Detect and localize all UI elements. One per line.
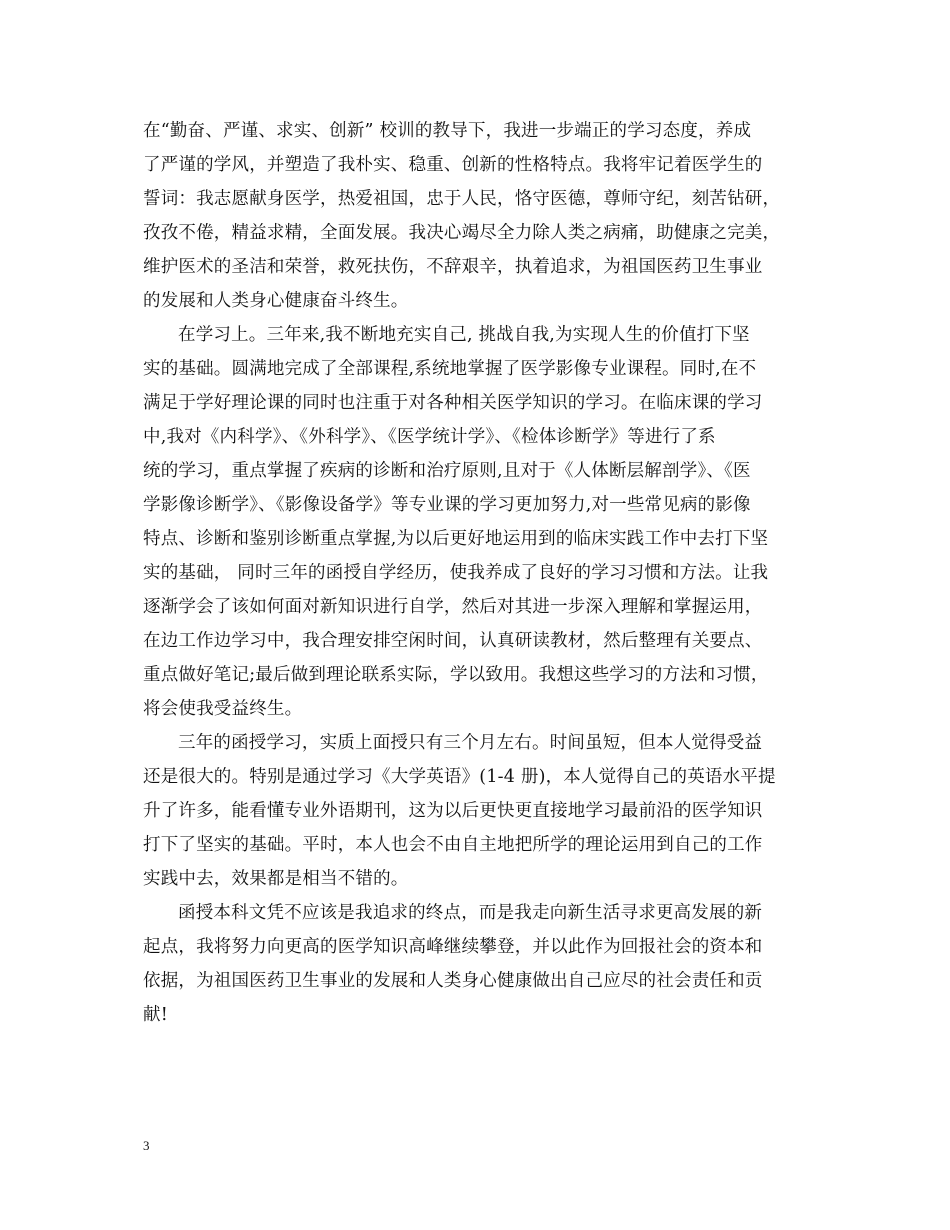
text-line: 实的基础， 同时三年的函授自学经历，使我养成了良好的学习习惯和方法。让我 — [143, 563, 769, 583]
text-line: 统的学习，重点掌握了疾病的诊断和治疗原则,且对于《人体断层解剖学》、《医 — [143, 461, 751, 481]
text-line: 还是很大的。特别是通过学习《大学英语》(1-4 册)，本人觉得自己的英语水平提 — [143, 767, 776, 787]
text-line: 维护医术的圣洁和荣誉，救死扶伤，不辞艰辛，执着追求，为祖国医药卫生事业 — [143, 257, 763, 277]
text-line: 在“勤奋、严谨、求实、创新” 校训的教导下，我进一步端正的学习态度，养成 — [143, 121, 752, 141]
text-line: 逐渐学会了该如何面对新知识进行自学，然后对其进一步深入理解和掌握运用， — [143, 597, 763, 617]
text-line: 打下了坚实的基础。平时，本人也会不由自主地把所学的理论运用到自己的工作 — [143, 835, 763, 855]
text-line: 的发展和人类身心健康奋斗终生。 — [143, 291, 409, 311]
paragraph-1 — [143, 114, 813, 318]
paragraph-3 — [143, 726, 813, 896]
paragraph-2 — [143, 318, 813, 726]
text-line: 实践中去，效果都是相当不错的。 — [143, 869, 409, 889]
text-line: 在学习上。三年来,我不断地充实自己, 挑战自我,为实现人生的价值打下坚 — [178, 325, 750, 345]
text-line: 孜孜不倦，精益求精，全面发展。我决心竭尽全力除人类之病痛，助健康之完美， — [143, 223, 781, 243]
text-line: 函授本科文凭不应该是我追求的终点，而是我走向新生活寻求更高发展的新 — [178, 903, 763, 923]
text-line: 起点，我将努力向更高的医学知识高峰继续攀登，并以此作为回报社会的资本和 — [143, 937, 763, 957]
paragraph-4 — [143, 896, 813, 1032]
body-text — [143, 114, 813, 1032]
text-line: 依据，为祖国医药卫生事业的发展和人类身心健康做出自己应尽的社会责任和贡 — [143, 971, 763, 991]
text-line: 重点做好笔记;最后做到理论联系实际，学以致用。我想这些学习的方法和习惯， — [143, 665, 769, 685]
text-line: 在边工作边学习中，我合理安排空闲时间，认真研读教材，然后整理有关要点、 — [143, 631, 763, 651]
text-line: 了严谨的学风，并塑造了我朴实、稳重、创新的性格特点。我将牢记着医学生的 — [143, 155, 763, 175]
text-line: 实的基础。圆满地完成了全部课程,系统地掌握了医学影像专业课程。同时,在不 — [143, 359, 757, 379]
page-number: 3 — [143, 1138, 150, 1153]
text-line: 誓词：我志愿献身医学，热爱祖国，忠于人民，恪守医德，尊师守纪，刻苦钻研， — [143, 189, 781, 209]
text-line: 升了许多，能看懂专业外语期刊，这为以后更快更直接地学习最前沿的医学知识 — [143, 801, 763, 821]
text-line: 中,我对《内科学》、《外科学》、《医学统计学》、《检体诊断学》等进行了系 — [143, 427, 716, 447]
text-line: 献! — [143, 1005, 168, 1025]
text-line: 学影像诊断学》、《影像设备学》等专业课的学习更加努力,对一些常见病的影像 — [143, 495, 751, 515]
text-line: 三年的函授学习，实质上面授只有三个月左右。时间虽短，但本人觉得受益 — [178, 733, 763, 753]
text-line: 满足于学好理论课的同时也注重于对各种相关医学知识的学习。在临床课的学习 — [143, 393, 763, 413]
text-line: 将会使我受益终生。 — [143, 699, 303, 719]
text-line: 特点、诊断和鉴别诊断重点掌握,为以后更好地运用到的临床实践工作中去打下坚 — [143, 529, 769, 549]
